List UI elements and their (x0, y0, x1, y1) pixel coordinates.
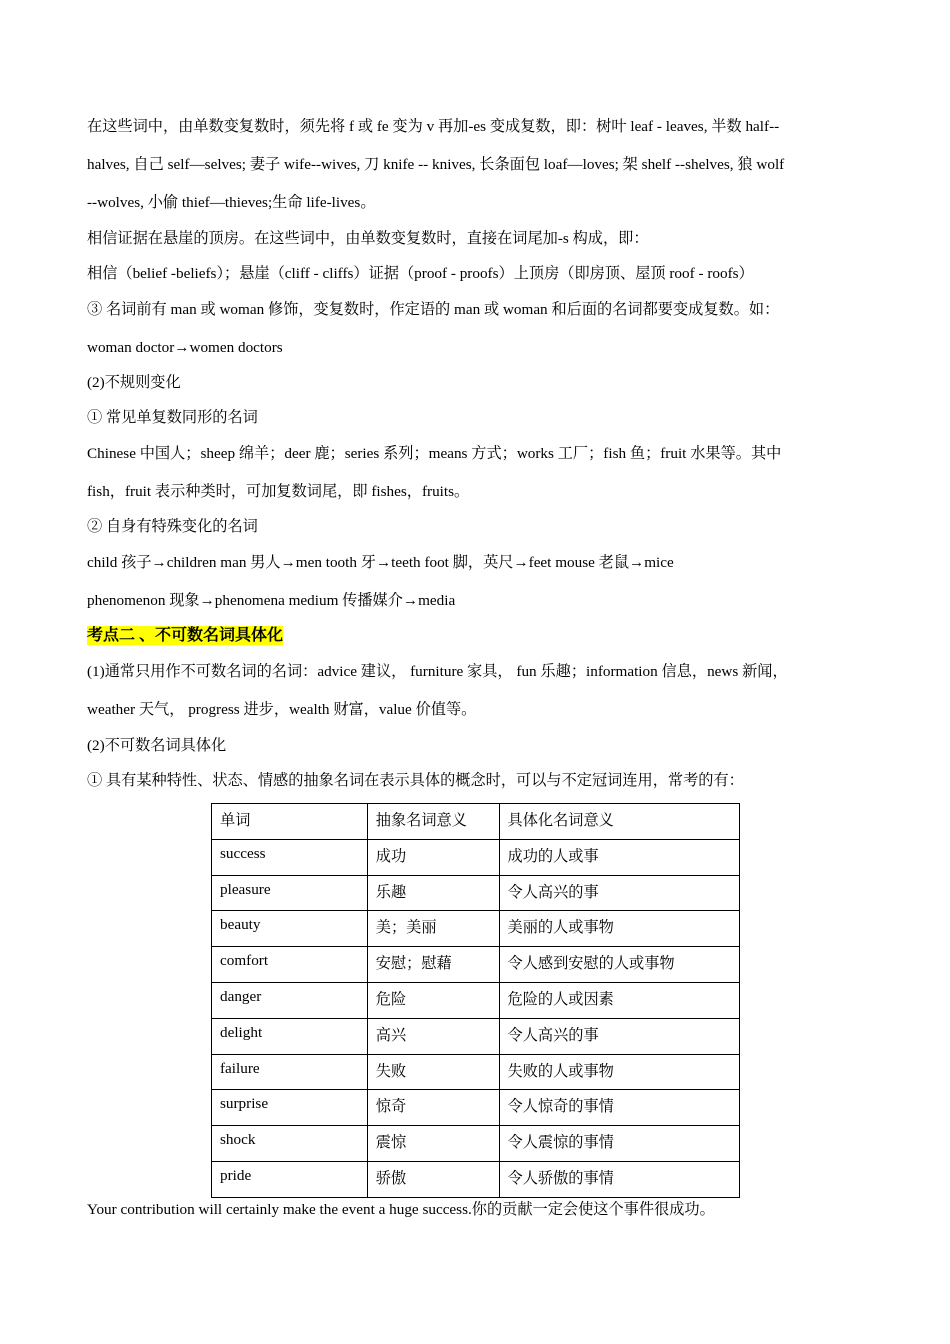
item-abstract-nouns: ① 具有某种特性、状态、情感的抽象名词在表示具体的概念时，可以与不定冠词连用，常考的有： (87, 772, 744, 789)
paragraph-example-sentence: Your contribution will certainly make the event a huge success.你的贡献一定会使这个事件很成功。 (87, 1201, 715, 1218)
paragraph-man-woman-rule: ③ 名词前有 man 或 woman 修饰，变复数时，作定语的 man 或 woman 和后面的名词都要变成复数。如： (87, 301, 780, 318)
table-row (212, 1018, 740, 1054)
table-cell-abstract: 惊奇 (367, 1090, 499, 1126)
table-header-row (212, 804, 740, 840)
paragraph-s-examples: 相信（belief -beliefs）；悬崖（cliff - cliffs）证据（proof - proofs）上顶房（即房顶、屋顶 roof - roofs） (87, 265, 754, 282)
table-row (212, 982, 740, 1018)
paragraph-same-form-note: fish，fruit 表示种类时，可加复数词尾，即 fishes，fruits。 (87, 483, 470, 500)
section-heading-text: 考点二 、不可数名词具体化 (87, 627, 284, 644)
table-header-cell: 单词 (212, 804, 368, 840)
table-cell-word: pride (212, 1161, 368, 1197)
table-cell-abstract: 高兴 (367, 1018, 499, 1054)
paragraph-f-fe-rule: 在这些词中，由单数变复数时，须先将 f 或 fe 变为 v 再加-es 变成复数，即：树叶 leaf - leaves, 半数 half-- (87, 118, 780, 135)
table-cell-concrete: 失败的人或事物 (499, 1054, 739, 1090)
table-cell-concrete: 美丽的人或事物 (499, 911, 739, 947)
table-cell-abstract: 失败 (367, 1054, 499, 1090)
table-cell-word: delight (212, 1018, 368, 1054)
subheading-concretize: (2)不可数名词具体化 (87, 737, 227, 754)
table-header-cell: 抽象名词意义 (367, 804, 499, 840)
table-cell-concrete: 令人震惊的事情 (499, 1126, 739, 1162)
table-cell-concrete: 令人骄傲的事情 (499, 1161, 739, 1197)
table-cell-word: pleasure (212, 875, 368, 911)
table-row (212, 1161, 740, 1197)
table-cell-word: danger (212, 982, 368, 1018)
subheading-irregular: (2)不规则变化 (87, 374, 181, 391)
table-row (212, 875, 740, 911)
table-cell-concrete: 成功的人或事 (499, 839, 739, 875)
table-cell-abstract: 震惊 (367, 1126, 499, 1162)
paragraph-same-form-examples: Chinese 中国人；sheep 绵羊；deer 鹿；series 系列；means 方式；works 工厂；fish 鱼；fruit 水果等。其中 (87, 445, 782, 462)
table-cell-word: comfort (212, 947, 368, 983)
paragraph-man-woman-example: woman doctor→women doctors (87, 339, 283, 356)
abstract-noun-table (211, 803, 740, 1198)
table-row (212, 947, 740, 983)
table-cell-word: surprise (212, 1090, 368, 1126)
paragraph-special-examples: child 孩子→children man 男人→men tooth 牙→teeth foot 脚，英尺→feet mouse 老鼠→mice (87, 554, 674, 571)
table-cell-concrete: 令人惊奇的事情 (499, 1090, 739, 1126)
table-cell-abstract: 美；美丽 (367, 911, 499, 947)
table-cell-concrete: 令人高兴的事 (499, 875, 739, 911)
table-row (212, 1090, 740, 1126)
table-cell-word: shock (212, 1126, 368, 1162)
table-cell-word: failure (212, 1054, 368, 1090)
table-row (212, 911, 740, 947)
table-cell-concrete: 令人感到安慰的人或事物 (499, 947, 739, 983)
table-cell-abstract: 乐趣 (367, 875, 499, 911)
paragraph-uncountable-list: (1)通常只用作不可数名词的名词：advice 建议， furniture 家具， fun 乐趣；information 信息，news 新闻， (87, 663, 788, 680)
section-heading (87, 626, 283, 646)
table-cell-abstract: 骄傲 (367, 1161, 499, 1197)
table-cell-abstract: 安慰；慰藉 (367, 947, 499, 983)
table-cell-abstract: 成功 (367, 839, 499, 875)
table-row (212, 1054, 740, 1090)
table-cell-concrete: 危险的人或因素 (499, 982, 739, 1018)
paragraph-special-examples-end: phenomenon 现象→phenomena medium 传播媒介→media (87, 592, 456, 609)
table-header-cell: 具体化名词意义 (499, 804, 739, 840)
table-row (212, 839, 740, 875)
table-cell-word: beauty (212, 911, 368, 947)
paragraph-uncountable-list-end: weather 天气， progress 进步，wealth 财富，value 价值等。 (87, 701, 477, 718)
item-special-change: ② 自身有特殊变化的名词 (87, 518, 258, 535)
paragraph-f-fe-examples: halves, 自己 self—selves; 妻子 wife--wives, 刀 knife -- knives, 长条面包 loaf—loves; 架 shelf --shelves, 狼 wolf (87, 156, 785, 173)
table-row (212, 1126, 740, 1162)
table-cell-word: success (212, 839, 368, 875)
table-cell-concrete: 令人高兴的事 (499, 1018, 739, 1054)
paragraph-f-fe-examples-end: --wolves, 小偷 thief—thieves;生命 life-lives。 (87, 194, 376, 211)
table-cell-abstract: 危险 (367, 982, 499, 1018)
paragraph-mnemonic: 相信证据在悬崖的顶房。在这些词中，由单数变复数时，直接在词尾加-s 构成，即： (87, 230, 649, 247)
item-same-form: ① 常见单复数同形的名词 (87, 409, 258, 426)
